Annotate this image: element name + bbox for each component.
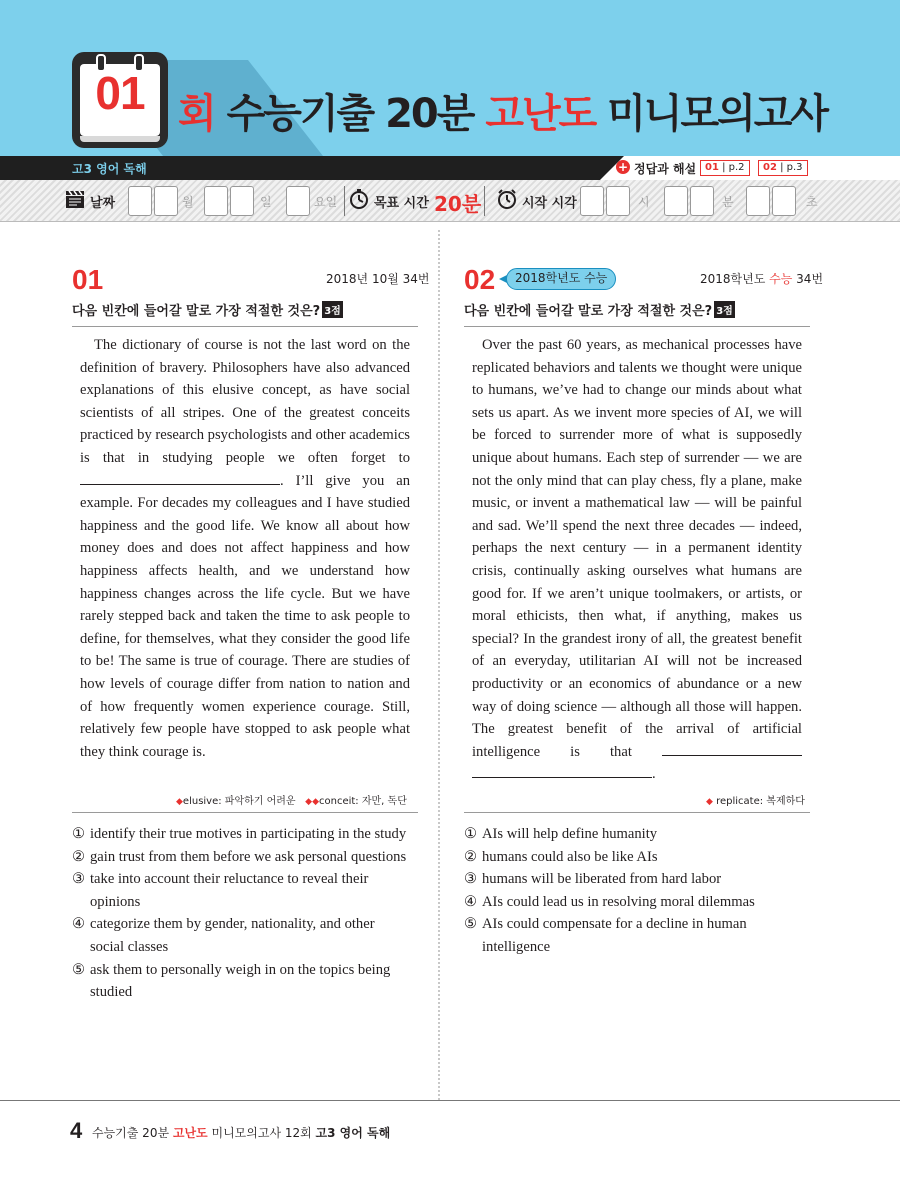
month-box-2[interactable] (154, 186, 178, 216)
glossary: ◆ replicate: 복제하다 (706, 796, 805, 807)
second-unit: 초 (806, 195, 818, 209)
glossary: ◆elusive: 파악하기 어려운 ◆◆conceit: 자만, 독단 (176, 796, 407, 807)
weekday-unit: 요일 (314, 195, 338, 209)
day-box-2[interactable] (230, 186, 254, 216)
page-number: 4 (70, 1118, 83, 1143)
month-unit: 월 (182, 195, 194, 209)
calendar-badge (72, 52, 168, 148)
round-number: 01 (95, 67, 145, 119)
hour-box-2[interactable] (606, 186, 630, 216)
stopwatch-icon (348, 188, 370, 210)
separator (344, 186, 345, 216)
passage-rule (72, 812, 418, 813)
choice-3[interactable]: ③ humans will be liberated from hard labor (464, 871, 722, 888)
answer-blank (80, 484, 280, 485)
choice-5[interactable]: ⑤ ask them to personally weigh in on the topics being studied (72, 961, 391, 1001)
answer-ref-2[interactable]: 02 | p.3 (758, 160, 808, 176)
minute-unit: 분 (722, 195, 734, 209)
weekday-box[interactable] (286, 186, 310, 216)
points-badge: 3점 (322, 301, 343, 318)
start-time-label: 시작 시각 (522, 196, 577, 211)
question-instruction: 다음 빈칸에 들어갈 말로 가장 적절한 것은? 3점 (72, 300, 343, 319)
passage: The dictionary of course is not the last word on the definition of bravery. Philosophers have also advanced explanations of this elusive concept, as have social scientists of all stripes. One of the greatest conceits practiced by research psychologists and other academics is that in studying people we often forget to . I’ll give you an example. For decades my colleagues and I have studied happiness and the good life. We know all about how money does and does not affect happiness and how happiness affects health, and we understand how happiness changes across the life cycle. But we have rarely stepped back and taken the time to ask people to define, for themselves, what they consider the good life to be! The same is true of courage. There are studies of how levels of courage differ from nation to nation and of how frequently women experience courage. Still, relatively few people have stopped to ask people what they think courage is. (80, 337, 410, 760)
hour-box-1[interactable] (580, 186, 604, 216)
second-box-2[interactable] (772, 186, 796, 216)
minute-box-2[interactable] (690, 186, 714, 216)
answer-ref-1[interactable]: 01 | p.2 (700, 160, 750, 176)
question-number: 01 (72, 264, 104, 295)
question-number: 02 (464, 264, 496, 295)
title-part1: 수능기출 20분 (226, 91, 474, 137)
question-instruction: 다음 빈칸에 들어갈 말로 가장 적절한 것은? 3점 (464, 300, 735, 319)
footer-rule (0, 1100, 900, 1101)
points-badge: 3점 (714, 301, 735, 318)
instruction-rule (464, 326, 810, 327)
alarm-clock-icon (496, 188, 518, 210)
answer-blank (662, 755, 802, 756)
choice-5[interactable]: ⑤ AIs could compensate for a decline in human intelligence (464, 916, 747, 955)
choice-2[interactable]: ② humans could also be like AIs (464, 848, 658, 865)
day-box-1[interactable] (204, 186, 228, 216)
separator (484, 186, 485, 216)
target-time-value: 20분 (434, 192, 482, 216)
month-box-1[interactable] (128, 186, 152, 216)
page-title (178, 82, 827, 139)
title-highlight: 고난도 (485, 91, 596, 137)
answer-choices (72, 823, 412, 1004)
target-time-label: 목표 시간 (374, 196, 429, 211)
minute-box-1[interactable] (664, 186, 688, 216)
exam-tag: 2018학년도 수능 (506, 268, 616, 290)
choice-4[interactable]: ④ categorize them by gender, nationality, and other social classes (72, 916, 375, 955)
choice-2[interactable]: ② gain trust from them before we ask personal questions (72, 848, 407, 865)
answer-choices (464, 823, 804, 959)
subject-label: 고3 영어 독해 (72, 162, 147, 176)
hour-unit: 시 (638, 195, 650, 209)
passage-rule (464, 812, 810, 813)
passage: Over the past 60 years, as mechanical processes have replicated behaviors and talents we thought were unique to humans, we’ve had to change our minds about what sets us apart. As we invent more species of AI, we will be forced to surrender more of what is supposedly unique about humans. Each step of surrender — we are not the only mind that can play chess, fly a plane, make music, or invent a mathematical law — will be painful and sad. We’ll spend the next three decades — indeed, perhaps the next century — in a permanent identity crisis, continually asking ourselves what humans are good for. If we aren’t unique toolmakers, or artists, or moral ethicists, then what, if anything, makes us special? In the grandest irony of all, the greatest benefit of an everyday, utilitarian AI will not be increased productivity or an economics of abundance or a new way of doing science — although all those will happen. The greatest benefit of the arrival of artificial intelligence is that . (472, 337, 802, 783)
clapperboard-icon (64, 188, 86, 210)
column-divider (438, 230, 440, 1100)
plus-icon: + (617, 160, 629, 174)
answer-blank (472, 777, 652, 778)
date-label: 날짜 (90, 196, 116, 211)
second-box-1[interactable] (746, 186, 770, 216)
instruction-rule (72, 326, 418, 327)
choice-1[interactable]: ① AIs will help define humanity (464, 826, 658, 842)
choice-1[interactable]: ① identify their true motives in participating in the study (72, 826, 407, 842)
choice-4[interactable]: ④ AIs could lead us in resolving moral dilemmas (464, 893, 755, 910)
title-part2: 미니모의고사 (607, 91, 828, 137)
question-source: 2018학년도 수능 34번 (700, 272, 824, 286)
footer-title: 수능기출 20분 고난도 미니모의고사 12회 고3 영어 독해 (92, 1126, 391, 1140)
day-unit: 일 (260, 195, 272, 209)
title-prefix: 회 (178, 91, 215, 137)
question-source: 2018년 10월 34번 (326, 272, 430, 286)
choice-3[interactable]: ③ take into account their reluctance to reveal their opinions (72, 871, 369, 910)
answer-label: 정답과 해설 (634, 162, 697, 176)
